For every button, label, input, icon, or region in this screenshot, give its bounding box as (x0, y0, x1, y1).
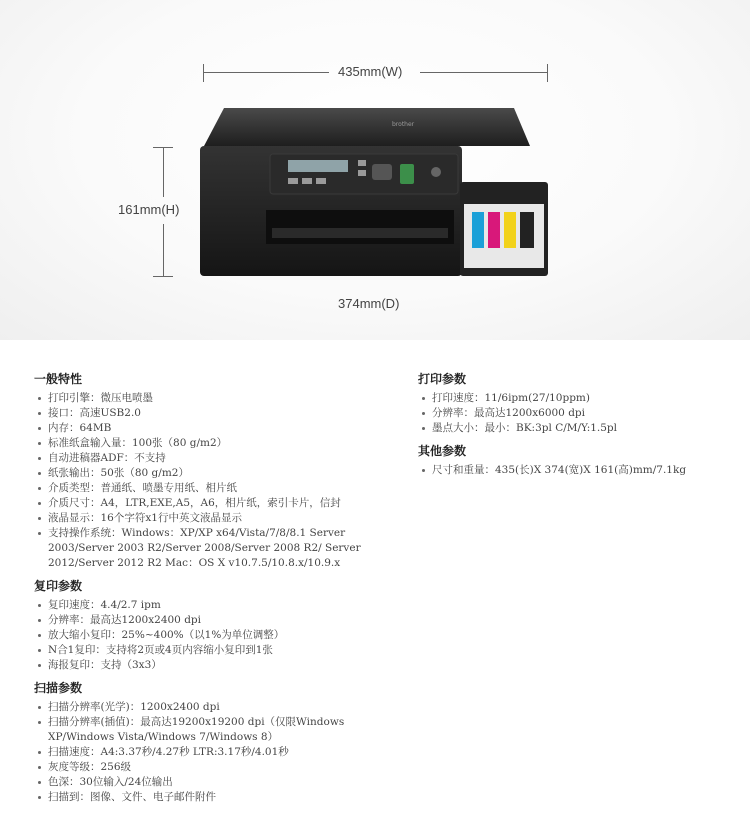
other-section (418, 444, 718, 478)
depth-label: 374mm(D) (338, 296, 400, 311)
width-label: 435mm(W) (338, 64, 403, 79)
list-item: 标准纸盒输入量：100张（80 g/m2） (34, 436, 364, 451)
width-tick-right (547, 64, 548, 82)
section-title: 其他参数 (418, 444, 467, 458)
spec-list (34, 700, 364, 805)
section-title: 一般特性 (34, 372, 83, 386)
section-title: 打印参数 (418, 372, 467, 386)
general-section (34, 372, 364, 571)
height-line-bottom (163, 224, 164, 276)
list-item: 支持操作系统：Windows：XP/XP x64/Vista/7/8/8.1 Server 2003/Server 2003 R2/Server 2008/Server 2008 R2/ Server 2012/Server 2012 R2 Mac：OS X v10.7.5/10.8.x/10.9.x (34, 526, 364, 571)
list-item: 打印引擎：微压电喷墨 (34, 391, 364, 406)
spec-right-column (418, 372, 718, 486)
list-item: 内存：64MB (34, 421, 364, 436)
section-title: 扫描参数 (34, 681, 83, 695)
print-section (418, 372, 718, 436)
height-label: 161mm(H) (118, 202, 180, 217)
list-item: 打印速度：11/6ipm(27/10ppm) (418, 391, 718, 406)
copy-section (34, 579, 364, 673)
list-item: 分辨率：最高达1200x2400 dpi (34, 613, 364, 628)
width-line-left (203, 72, 329, 73)
list-item: 放大缩小复印：25%~400%（以1%为单位调整） (34, 628, 364, 643)
list-item: 扫描分辨率(插值)：最高达19200x19200 dpi（仅限Windows XP/Windows Vista/Windows 7/Windows 8） (34, 715, 364, 745)
section-title: 复印参数 (34, 579, 83, 593)
width-tick-left (203, 64, 204, 82)
list-item: 海报复印：支持（3x3） (34, 658, 364, 673)
list-item: 接口：高速USB2.0 (34, 406, 364, 421)
list-item: 扫描到：图像、文件、电子邮件附件 (34, 790, 364, 805)
spec-list (418, 463, 718, 478)
width-line-right (420, 72, 547, 73)
svg-text:brother: brother (392, 121, 415, 128)
printer-image (196, 100, 552, 280)
height-tick-bottom (153, 276, 173, 277)
list-item: 分辨率：最高达1200x6000 dpi (418, 406, 718, 421)
list-item: 扫描速度：A4:3.37秒/4.27秒 LTR:3.17秒/4.01秒 (34, 745, 364, 760)
product-image-area (0, 0, 750, 340)
list-item: 纸张输出：50张（80 g/m2） (34, 466, 364, 481)
spec-list (34, 598, 364, 673)
list-item: 自动进稿器ADF：不支持 (34, 451, 364, 466)
list-item: 色深：30位输入/24位输出 (34, 775, 364, 790)
list-item: 介质尺寸：A4，LTR,EXE,A5，A6，相片纸，索引卡片，信封 (34, 496, 364, 511)
list-item: 介质类型：普通纸、喷墨专用纸、相片纸 (34, 481, 364, 496)
list-item: 液晶显示：16个字符x1行中英文液晶显示 (34, 511, 364, 526)
spec-list (34, 391, 364, 571)
list-item: 墨点大小：最小：BK:3pl C/M/Y:1.5pl (418, 421, 718, 436)
spec-left-column (34, 372, 364, 813)
list-item: 复印速度：4.4/2.7 ipm (34, 598, 364, 613)
height-line-top (163, 147, 164, 197)
spec-list (418, 391, 718, 436)
list-item: 灰度等级：256级 (34, 760, 364, 775)
list-item: 扫描分辨率(光学)：1200x2400 dpi (34, 700, 364, 715)
scan-section (34, 681, 364, 805)
list-item: N合1复印：支持将2页或4页内容缩小复印到1张 (34, 643, 364, 658)
list-item: 尺寸和重量：435(长)X 374(宽)X 161(高)mm/7.1kg (418, 463, 718, 478)
